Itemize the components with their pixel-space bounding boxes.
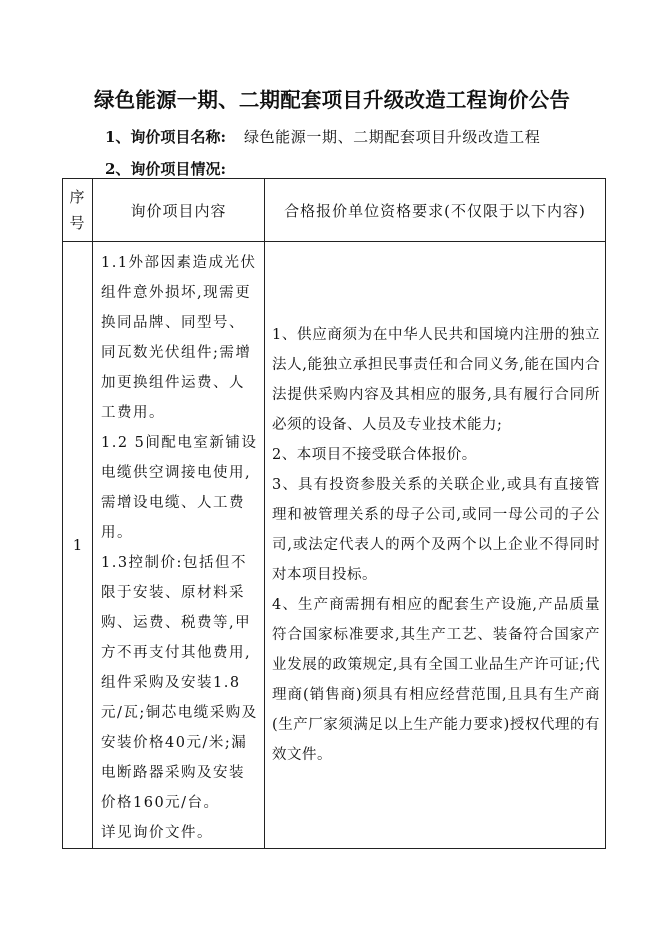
project-status-line <box>105 158 226 179</box>
row-requirements <box>265 242 606 849</box>
row-content <box>93 242 265 849</box>
project-status-label: 2、询价项目情况: <box>105 160 226 178</box>
project-name-label: 1、询价项目名称: <box>105 128 226 146</box>
header-requirements: 合格报价单位资格要求(不仅限于以下内容) <box>265 179 606 242</box>
table-header-row <box>63 179 606 242</box>
table-row <box>63 242 606 849</box>
header-seq-text: 序号 <box>69 188 86 232</box>
requirement-item: 2、本项目不接受联合体报价。 <box>272 447 477 463</box>
requirement-item: 4、生产商需拥有相应的配套生产设施,产品质量符合国家标准要求,其生产工艺、装备符合国家产业发展的政策规定,具有全国工业品生产许可证;代理商(销售商)须具有相应经营范围,且具有生产商(生产厂家须满足以上生产能力要求)授权代理的有效文件。 <box>272 597 600 763</box>
row-seq: 1 <box>63 242 93 849</box>
requirement-item: 3、具有投资参股关系的关联企业,或具有直接管理和被管理关系的母子公司,或同一母公司的子公司,或法定代表人的两个及两个以上企业不得同时对本项目投标。 <box>272 477 600 583</box>
page-title: 绿色能源一期、二期配套项目升级改造工程询价公告 <box>93 88 571 112</box>
requirement-item: 1、供应商须为在中华人民共和国境内注册的独立法人,能独立承担民事责任和合同义务,能在国内合法提供采购内容及其相应的服务,具有履行合同所必须的设备、人员及专业技术能力; <box>272 327 600 433</box>
inquiry-table <box>62 178 606 849</box>
content-item: 详见询价文件。 <box>101 825 213 841</box>
project-name-line <box>105 126 540 147</box>
content-item: 1.2 5间配电室新铺设电缆供空调接电使用,需增设电缆、人工费用。 <box>101 435 258 541</box>
project-name-value: 绿色能源一期、二期配套项目升级改造工程 <box>243 128 541 146</box>
content-item: 1.1外部因素造成光伏组件意外损坏,现需更换同品牌、同型号、同瓦数光伏组件;需增加更换组件运费、人工费用。 <box>101 255 257 421</box>
header-content: 询价项目内容 <box>93 179 265 242</box>
header-seq <box>63 179 93 242</box>
content-item: 1.3控制价:包括但不限于安装、原材料采购、运费、税费等,甲方不再支付其他费用,组件采购及安装1.8元/瓦;铜芯电缆采购及安装价格40元/米;漏电断路器采购及安装价格160元/台。 <box>101 555 258 811</box>
